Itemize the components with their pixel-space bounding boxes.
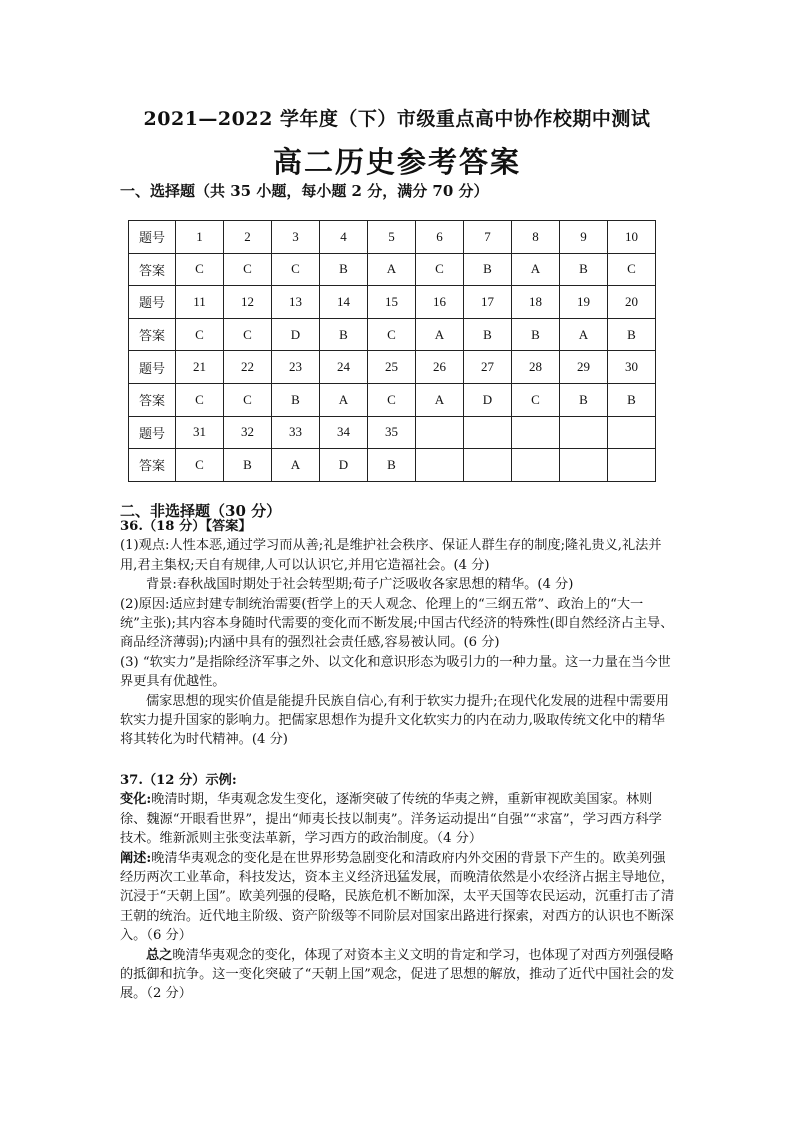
answer-table xyxy=(128,220,656,482)
table-cell: 2 xyxy=(224,221,272,254)
table-cell: A xyxy=(272,449,320,482)
table-cell xyxy=(416,416,464,449)
table-cell xyxy=(608,449,656,482)
table-cell: 15 xyxy=(368,286,416,319)
table-cell: C xyxy=(416,253,464,286)
table-cell: 18 xyxy=(512,286,560,319)
table-row xyxy=(129,383,656,416)
table-cell xyxy=(608,416,656,449)
table-cell: B xyxy=(560,253,608,286)
table-cell xyxy=(560,416,608,449)
table-cell xyxy=(560,449,608,482)
section1-heading: 一、选择题（共 35 小题，每小题 2 分，满分 70 分） xyxy=(120,182,489,200)
table-cell xyxy=(512,416,560,449)
table-cell-label: 题号 xyxy=(129,351,176,384)
q37-summary-label: 总之 xyxy=(146,947,173,963)
table-cell: 26 xyxy=(416,351,464,384)
q36-part3-value: 儒家思想的现实价值是能提升民族自信心,有利于软实力提升;在现代化发展的进程中需要用软实力提升国家的影响力。把儒家思想作为提升文化软实力的内在动力,吸取传统文化中的精华将其转化为时代精神。(4 分) xyxy=(120,693,669,748)
table-cell: 11 xyxy=(176,286,224,319)
table-cell: 6 xyxy=(416,221,464,254)
q36-part1-background: 背景:春秋战国时期处于社会转型期;荀子广泛吸收各家思想的精华。(4 分) xyxy=(146,577,574,593)
table-cell-label: 答案 xyxy=(129,318,176,351)
table-cell: 17 xyxy=(464,286,512,319)
table-cell: 23 xyxy=(272,351,320,384)
table-cell xyxy=(464,449,512,482)
table-cell: 14 xyxy=(320,286,368,319)
table-cell: 25 xyxy=(368,351,416,384)
question-37-title: 37.（12 分）示例: xyxy=(120,773,237,788)
table-row xyxy=(129,253,656,286)
table-cell: 9 xyxy=(560,221,608,254)
table-cell-label: 题号 xyxy=(129,416,176,449)
table-cell: C xyxy=(608,253,656,286)
table-cell: B xyxy=(608,383,656,416)
table-cell: 21 xyxy=(176,351,224,384)
table-cell xyxy=(464,416,512,449)
q37-explain-label: 阐述: xyxy=(120,850,152,866)
q36-part1-viewpoint: (1)观点:人性本恶,通过学习而从善;礼是维护社会秩序、保证人群生存的制度;隆礼贵义,礼法并用,君主集权;天自有规律,人可以认识它,并用它造福社会。(4 分) xyxy=(120,538,662,573)
table-cell: 16 xyxy=(416,286,464,319)
document-title: 高二历史参考答案 xyxy=(272,145,521,179)
table-cell: A xyxy=(368,253,416,286)
table-cell: 10 xyxy=(608,221,656,254)
table-cell-label: 答案 xyxy=(129,253,176,286)
table-cell: 7 xyxy=(464,221,512,254)
table-cell: C xyxy=(176,449,224,482)
table-cell: B xyxy=(464,253,512,286)
q37-change-text: 晚清时期，华夷观念发生变化，逐渐突破了传统的华夷之辨，重新审视欧美国家。林则徐、魏源“开眼看世界”，提出“师夷长技以制夷”。洋务运动提出“自强”“求富”，学习西方科学技术。维新派则主张变法革新，学习西方的政治制度。（4 分） xyxy=(120,792,662,847)
table-cell: B xyxy=(272,383,320,416)
table-cell: C xyxy=(176,383,224,416)
table-cell: B xyxy=(224,449,272,482)
q36-part3-soft-power: (3) “软实力”是指除经济军事之外、以文化和意识形态为吸引力的一种力量。这一力量在当今世界更具有优越性。 xyxy=(120,654,671,690)
table-cell: A xyxy=(416,318,464,351)
table-cell: 5 xyxy=(368,221,416,254)
table-cell: C xyxy=(224,318,272,351)
table-cell: C xyxy=(176,253,224,286)
table-cell: A xyxy=(416,383,464,416)
table-cell: B xyxy=(560,383,608,416)
exam-title: 2021—2022 学年度（下）市级重点高中协作校期中测试 xyxy=(143,108,651,130)
section2-heading: 二、非选择题（30 分） xyxy=(120,502,282,520)
table-cell: B xyxy=(608,318,656,351)
question-37-answer xyxy=(120,771,675,1004)
table-cell: B xyxy=(320,318,368,351)
table-cell: 3 xyxy=(272,221,320,254)
table-cell: 31 xyxy=(176,416,224,449)
question-36-answer xyxy=(120,517,675,750)
table-cell: 22 xyxy=(224,351,272,384)
table-cell-label: 答案 xyxy=(129,449,176,482)
table-row xyxy=(129,416,656,449)
table-row xyxy=(129,286,656,319)
table-cell: C xyxy=(224,253,272,286)
q37-summary xyxy=(120,946,675,1004)
q37-change xyxy=(120,790,675,848)
table-cell: C xyxy=(368,383,416,416)
table-cell-label: 答案 xyxy=(129,383,176,416)
question-36-title: 36.（18 分）【答案】 xyxy=(120,519,252,534)
table-cell: 29 xyxy=(560,351,608,384)
table-cell xyxy=(416,449,464,482)
table-cell: B xyxy=(368,449,416,482)
table-cell: D xyxy=(464,383,512,416)
table-cell: C xyxy=(512,383,560,416)
table-cell: 33 xyxy=(272,416,320,449)
table-cell: C xyxy=(272,253,320,286)
table-row xyxy=(129,449,656,482)
table-cell: 8 xyxy=(512,221,560,254)
table-cell: C xyxy=(368,318,416,351)
table-cell: B xyxy=(512,318,560,351)
q36-part2-reasons: (2)原因:适应封建专制统治需要(哲学上的天人观念、伦理上的“三纲五常”、政治上的“大一统”主张);其内容本身随时代需要的变化而不断发展;中国古代经济的特殊性(即自然经济占主导、商品经济薄弱);内涵中具有的强烈社会责任感,容易被认同。(6 分) xyxy=(120,596,674,651)
table-cell: A xyxy=(512,253,560,286)
q37-summary-text: 晚清华夷观念的变化，体现了对资本主义文明的肯定和学习，也体现了对西方列强侵略的抵御和抗争。这一变化突破了“天朝上国”观念，促进了思想的解放，推动了近代中国社会的发展。（2 分） xyxy=(120,947,675,1002)
table-cell: 1 xyxy=(176,221,224,254)
table-cell: 20 xyxy=(608,286,656,319)
table-cell: 32 xyxy=(224,416,272,449)
table-cell: 19 xyxy=(560,286,608,319)
table-cell: 35 xyxy=(368,416,416,449)
table-cell: D xyxy=(320,449,368,482)
table-cell: B xyxy=(464,318,512,351)
table-cell: 24 xyxy=(320,351,368,384)
table-cell: 28 xyxy=(512,351,560,384)
table-cell xyxy=(512,449,560,482)
q37-change-label: 变化: xyxy=(120,792,152,808)
table-row xyxy=(129,318,656,351)
table-cell: C xyxy=(176,318,224,351)
table-cell: A xyxy=(320,383,368,416)
table-cell: C xyxy=(224,383,272,416)
table-cell: 13 xyxy=(272,286,320,319)
q37-explain xyxy=(120,849,675,946)
table-cell: 12 xyxy=(224,286,272,319)
table-cell: 30 xyxy=(608,351,656,384)
table-row xyxy=(129,221,656,254)
table-cell: 4 xyxy=(320,221,368,254)
table-row xyxy=(129,351,656,384)
table-cell: 27 xyxy=(464,351,512,384)
table-cell: D xyxy=(272,318,320,351)
table-cell: B xyxy=(320,253,368,286)
table-cell: A xyxy=(560,318,608,351)
table-cell-label: 题号 xyxy=(129,286,176,319)
q37-explain-text: 晚清华夷观念的变化是在世界形势急剧变化和清政府内外交困的背景下产生的。欧美列强经历两次工业革命，科技发达，资本主义经济迅猛发展，而晚清依然是小农经济占据主导地位，沉浸于“天朝上国”。欧美列强的侵略，民族危机不断加深，太平天国等农民运动，沉重打击了清王朝的统治。近代地主阶级、资产阶级等不同阶层对国家出路进行探索，对西方的认识也不断深入。（6 分） xyxy=(120,850,675,944)
table-cell-label: 题号 xyxy=(129,221,176,254)
table-cell: 34 xyxy=(320,416,368,449)
